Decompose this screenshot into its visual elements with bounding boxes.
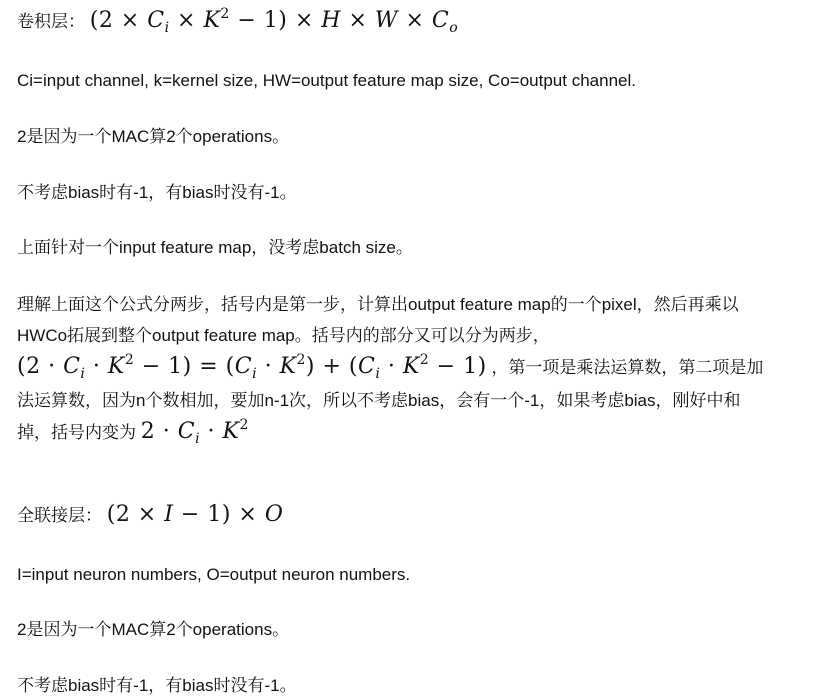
fc-flops-formula: (2 × I − 1) × O <box>106 502 284 527</box>
explain-line-5 <box>17 416 763 447</box>
fc-note-bias: 不考虑bias时有-1，有bias时没有-1。 <box>17 676 297 695</box>
explain-line-1: 理解上面这个公式分两步，括号内是第一步，计算出output feature map的一个pixel，然后再乘以 <box>17 295 739 314</box>
explain-line-5-text: 掉，括号内变为 <box>17 423 136 442</box>
conv-formula-row <box>17 8 458 35</box>
conv-explanation <box>17 289 763 447</box>
explain-line-3 <box>17 351 763 385</box>
conv-bracket-result-formula: $2 \cdot C_i \cdot K^2$ <box>140 417 249 447</box>
conv-note-batch: 上面针对一个input feature map，没考虑batch size。 <box>17 238 413 257</box>
explain-line-4: 法运算数，因为n个数相加，要加n-1次，所以不考虑bias，会有一个-1，如果考虑bias，刚好中和 <box>17 391 741 410</box>
fc-note-mac: 2是因为一个MAC算2个operations。 <box>17 620 290 639</box>
explain-line-2: HWCo拓展到整个output feature map。括号内的部分又可以分为两步， <box>17 326 550 345</box>
conv-split-formula: $(2 \cdot C_i \cdot K^2 - 1) = (C_i \cdot K^2) + (C_i \cdot K^2 - 1)$ <box>17 352 487 382</box>
explain-line-3-text: ，第一项是乘法运算数，第二项是加 <box>491 358 764 377</box>
fc-formula-row <box>17 502 283 529</box>
conv-label: 卷积层： <box>17 12 85 31</box>
conv-flops-formula: $(2 \times C_i \times K^2 - 1) \times H \times W \times C_o$ <box>89 6 459 36</box>
conv-description: Ci=input channel, k=kernel size, HW=output feature map size, Co=output channel. <box>17 71 636 90</box>
fc-description: I=input neuron numbers, O=output neuron numbers. <box>17 565 411 584</box>
conv-note-mac: 2是因为一个MAC算2个operations。 <box>17 127 290 146</box>
fc-label: 全联接层： <box>17 506 102 525</box>
conv-note-bias: 不考虑bias时有-1，有bias时没有-1。 <box>17 183 297 202</box>
